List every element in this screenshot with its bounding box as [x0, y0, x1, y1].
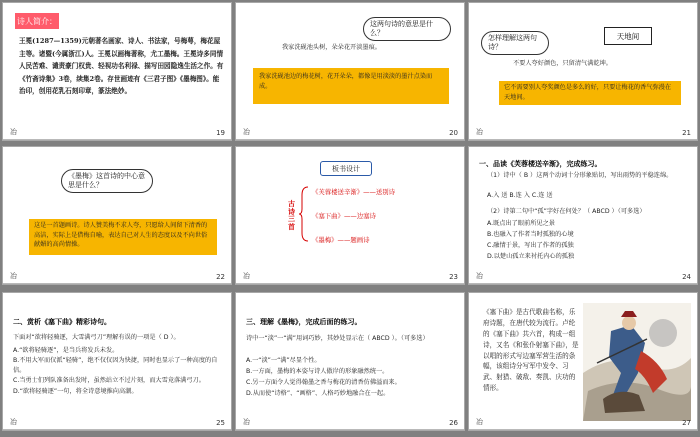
slide-22[interactable] [2, 146, 232, 285]
slide-24[interactable] [468, 146, 698, 285]
exercise-heading: 三、理解《墨梅》，完成后面的练习。 [246, 318, 362, 326]
board-left-title: 古诗三首 [288, 200, 295, 232]
poet-intro-title: 诗人简介： [15, 13, 59, 29]
slide-26[interactable] [235, 292, 465, 431]
slide-21[interactable] [468, 2, 698, 141]
option-d: D.“欲将轻骑逐”一句，将全诗意境推向高潮。 [13, 388, 138, 395]
answer-box: 它不需要别人夸奖颜色是多么的好，只要让梅花的香气弥漫在天地间。 [499, 81, 681, 105]
slide-footer: 冶 [10, 272, 17, 280]
warrior-painting-image [583, 303, 691, 421]
saixiaqu-intro: 《塞下曲》是古代歌曲名称，乐府诗题，在唐代较为流行。卢纶的《塞下曲》共六首，构成一组诗，又名《和张仆射塞下曲》，是以唱的形式写边塞军营生活的条幅，该组诗分写军中发令、习武、射猎、破敌、奏凯、庆功的情形。 [483, 308, 579, 393]
question: 下面对“欲将轻骑逐，大雪满弓刀”理解有误的一项是（ D ）。 [13, 334, 180, 341]
divider [236, 139, 464, 140]
slide-23[interactable] [235, 146, 465, 285]
slide-number: 22 [216, 273, 225, 281]
question-2-option-a: A.既点出了眼前所见之景 [487, 220, 555, 227]
answer-box: 我家洗砚池边的梅花树，花开朵朵，都像是用淡淡的墨汁点染而成。 [253, 68, 449, 104]
slide-number: 21 [682, 129, 691, 137]
brace-icon [298, 185, 310, 243]
slide-number: 20 [449, 129, 458, 137]
slide-number: 25 [216, 419, 225, 427]
board-item-1: 《芙蓉楼送辛渐》——送别诗 [312, 188, 396, 196]
option-c: C.当勇士们列队准备出发时，虽然站立不过片刻，而大雪竟落满弓刀。 [13, 377, 205, 384]
option-a: A.一“淡”一“满”尽显个性。 [246, 357, 321, 364]
board-design-heading: 板书设计 [320, 161, 372, 176]
slide-25[interactable] [2, 292, 232, 431]
slide-20[interactable] [235, 2, 465, 141]
poem-line: 我家洗砚池头树，朵朵花开淡墨痕。 [282, 44, 381, 51]
divider [3, 139, 231, 140]
slide-footer: 冶 [476, 128, 483, 136]
slide-footer: 冶 [243, 418, 250, 426]
slide-27[interactable] [468, 292, 698, 431]
option-b: B.一方面，墨梅的本姿与诗人傲岸的形象融然统一。 [246, 368, 389, 375]
divider [469, 139, 697, 140]
board-item-2: 《塞下曲》——边塞诗 [312, 212, 376, 220]
board-item-3: 《墨梅》——题画诗 [312, 236, 370, 244]
divider [236, 429, 464, 430]
slide-footer: 冶 [243, 128, 250, 136]
explanation-box: 天地间 [604, 27, 652, 45]
question-1: （1）诗中（ B ）这两个动词十分形象贴切，写出雨势的平稳连绵。 [487, 172, 673, 179]
slide-19[interactable] [2, 2, 232, 141]
slide-footer: 冶 [476, 418, 483, 426]
slide-footer: 冶 [476, 272, 483, 280]
slide-footer: 冶 [10, 128, 17, 136]
divider [3, 283, 231, 284]
divider [236, 283, 464, 284]
slide-number: 23 [449, 273, 458, 281]
option-a: A.“欲将轻骑逐”，是当兵将发兵未发。 [13, 347, 119, 354]
question-2-option-d: D.以楚山孤立来衬托内心的孤独 [487, 253, 575, 260]
question-bubble: 《墨梅》这首诗的中心意思是什么？ [61, 169, 153, 193]
option-c: C.另一方面令人觉得翰墨之香与梅花的清香仿佛溢而来。 [246, 379, 401, 386]
slide-number: 27 [682, 419, 691, 427]
slide-number: 24 [682, 273, 691, 281]
question-2: （2）诗第二句中“孤”字好在何处？（ ABCD ）（可多选） [487, 208, 646, 215]
question: 诗中一“淡”一“满”用词巧妙，其妙处显示在（ ABCD ）。（可多选） [246, 335, 429, 342]
question-2-option-c: C.融情于景，写出了作者的孤独 [487, 242, 574, 249]
divider [469, 429, 697, 430]
slide-number: 26 [449, 419, 458, 427]
question-1-options: A.入 送 B.连 入 C.连 送 [487, 192, 553, 199]
poem-line: 不要人夸好颜色，只留清气满乾坤。 [513, 60, 612, 67]
poet-intro-body: 王冕(1287—1359)元朝著名画家、诗人、书法家，号梅萼，梅花屋主等。诸暨(今属浙江)人。王冕以画梅著称，尤工墨梅。王冕诗多同情人民苦难、谴责豪门权贵、轻视功名利禄、描写田园隐逸生活之作。有《竹斋诗集》3卷，续集2卷。存世画迹有《三君子图》《墨梅图》。能治印，创用花乳石刻印章，篆法绝妙。 [19, 37, 224, 96]
slide-number: 19 [216, 129, 225, 137]
divider [3, 429, 231, 430]
answer-box: 这是一首题画诗。诗人赞美梅不求人夸，只愿给人间留下清香的高洁，实际上是借梅自喻，表达自己对人生的态度以及不向世俗献媚的高尚情操。 [29, 219, 217, 255]
exercise-heading: 二、赏析《塞下曲》精彩诗句。 [13, 318, 111, 326]
question-2-option-b: B.也融入了作者当时孤独的心境 [487, 231, 574, 238]
option-b: B.不用大军而仅派“轻骑”，绝不仅仅因为快捷，同时也显示了一种高度的自信。 [13, 357, 218, 374]
exercise-heading: 一、品读《芙蓉楼送辛渐》，完成练习。 [479, 160, 602, 168]
slide-footer: 冶 [10, 418, 17, 426]
question-bubble: 怎样理解这两句诗？ [481, 31, 549, 55]
option-d: D.从而使“诗格”、“画格”、人格巧妙地融合在一起。 [246, 390, 390, 397]
slide-footer: 冶 [243, 272, 250, 280]
question-bubble: 这两句诗的意思是什么？ [363, 17, 451, 41]
divider [469, 283, 697, 284]
